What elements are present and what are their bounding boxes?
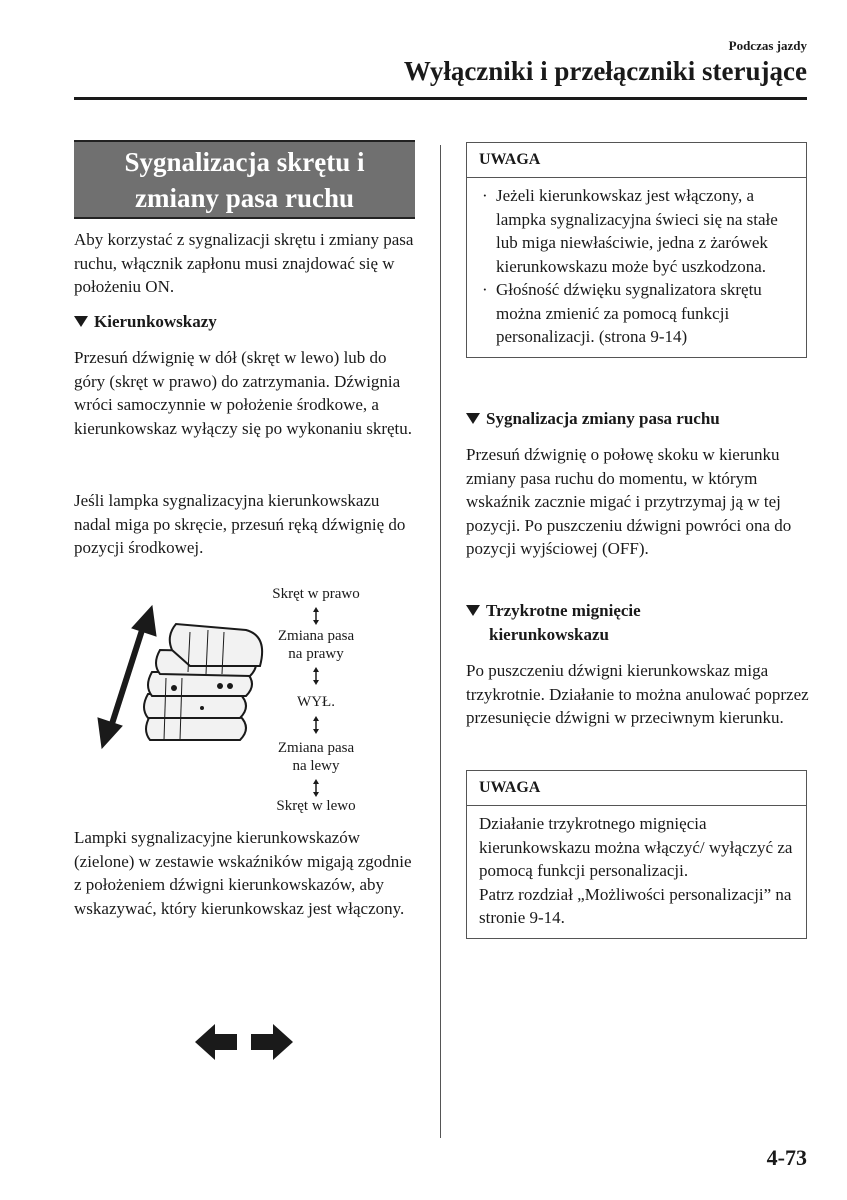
subhead-turn-text: Kierunkowskazy <box>94 312 217 331</box>
note-heading: UWAGA <box>467 771 806 806</box>
page-number: 4-73 <box>766 1145 807 1170</box>
section-title-box <box>74 140 415 219</box>
subhead-turn-signals <box>74 310 419 334</box>
label-lane-right-2: na prawy <box>288 646 344 662</box>
lever-illustration <box>80 600 280 760</box>
header-rule <box>74 97 807 100</box>
updown-arrow-icon <box>308 607 324 625</box>
note-heading: UWAGA <box>467 143 806 178</box>
updown-arrow-icon <box>308 779 324 797</box>
intro-paragraph: Aby korzystać z sygnalizacji skrętu i zmiany pasa ruchu, włącznik zapłonu musi znajdować się w położeniu ON. <box>74 230 414 296</box>
note-text: Działanie trzykrotnego mignięcia kierunkowskazu można włączyć/ wyłączyć za pomocą funkcji personalizacji. <box>479 814 793 880</box>
blink-paragraph: Jeśli lampka sygnalizacyjna kierunkowskazu nadal miga po skręcie, przesuń ręką dźwignię do pozycji środkowej. <box>74 491 406 557</box>
note-bullet: · Jeżeli kierunkowskaz jest włączony, a lampka sygnalizacyjna świeci się na stałe lub miga niewłaściwie, jedna z żarówek kierunkowskazu może być uszkodzona. <box>482 186 778 276</box>
triangle-bullet-icon <box>466 413 480 424</box>
subhead-triple-text-1: Trzykrotne mignięcie <box>486 601 641 620</box>
note-bullet-text: Głośność dźwięku sygnalizatora skrętu można zmienić za pomocą funkcji personalizacji. (strona 9-14) <box>496 280 762 346</box>
subhead-triple-blink <box>466 599 811 646</box>
page-title: Wyłączniki i przełączniki sterujące <box>403 56 807 86</box>
lane-paragraph: Przesuń dźwignię o połowę skoku w kierunku zmiany pasa ruchu do momentu, w którym wskaźnik zacznie migać i przytrzymaj ją w tej pozycji. Po puszczeniu dźwigni powróci ona do pozycji wyjściowej (OFF). <box>466 445 792 558</box>
label-off: WYŁ. <box>297 694 335 710</box>
note-box-2 <box>466 770 807 939</box>
label-turn-right: Skręt w prawo <box>272 586 360 602</box>
prev-page-arrow-icon[interactable] <box>195 1022 237 1067</box>
label-lane-left-2: na lewy <box>292 758 340 774</box>
column-divider <box>440 145 441 1138</box>
note-box-1 <box>466 142 807 358</box>
note-bullet-text: Jeżeli kierunkowskaz jest włączony, a lampka sygnalizacyjna świeci się na stałe lub miga niewłaściwie, jedna z żarówek kierunkowskazu może być uszkodzona. <box>496 186 778 276</box>
turn-paragraph: Przesuń dźwignię w dół (skręt w lewo) lub do góry (skręt w prawo) do zatrzymania. Dźwignia wróci samoczynnie w położenie środkowe, a kierunkowskaz wyłączy się po wykonaniu skrętu. <box>74 348 413 438</box>
header-section: Podczas jazdy <box>728 38 807 53</box>
label-lane-right-1: Zmiana pasa <box>277 628 355 644</box>
subhead-lane-change <box>466 407 811 431</box>
updown-arrow-icon <box>308 716 324 734</box>
next-page-arrow-icon[interactable] <box>251 1022 293 1067</box>
section-title-line1: Sygnalizacja skrętu i <box>124 146 365 177</box>
note-bullet: · Głośność dźwięku sygnalizatora skrętu można zmienić za pomocą funkcji personalizacji. (strona 9-14) <box>482 280 762 346</box>
label-lane-left-1: Zmiana pasa <box>277 740 355 756</box>
label-turn-left: Skręt w lewo <box>276 798 356 814</box>
section-title-line2: zmiany pasa ruchu <box>134 182 355 213</box>
turn-lever-icon <box>80 600 280 760</box>
triple-paragraph: Po puszczeniu dźwigni kierunkowskaz miga trzykrotnie. Działanie to można anulować poprzez przesunięcie dźwigni w przeciwnym kierunku. <box>466 661 809 727</box>
subhead-triple-text-2: kierunkowskazu <box>489 624 609 644</box>
lamps-paragraph: Lampki sygnalizacyjne kierunkowskazów (zielone) w zestawie wskaźników migają zgodnie z położeniem dźwigni kierunkowskazów, aby wskazywać, który kierunkowskaz jest włączony. <box>74 828 412 918</box>
page-nav <box>195 1022 295 1062</box>
updown-arrow-icon <box>308 667 324 685</box>
triangle-bullet-icon <box>74 316 88 327</box>
note-text: Patrz rozdział „Możliwości personalizacji” na stronie 9-14. <box>479 884 792 927</box>
triangle-bullet-icon <box>466 605 480 616</box>
subhead-lane-text: Sygnalizacja zmiany pasa ruchu <box>486 409 720 428</box>
